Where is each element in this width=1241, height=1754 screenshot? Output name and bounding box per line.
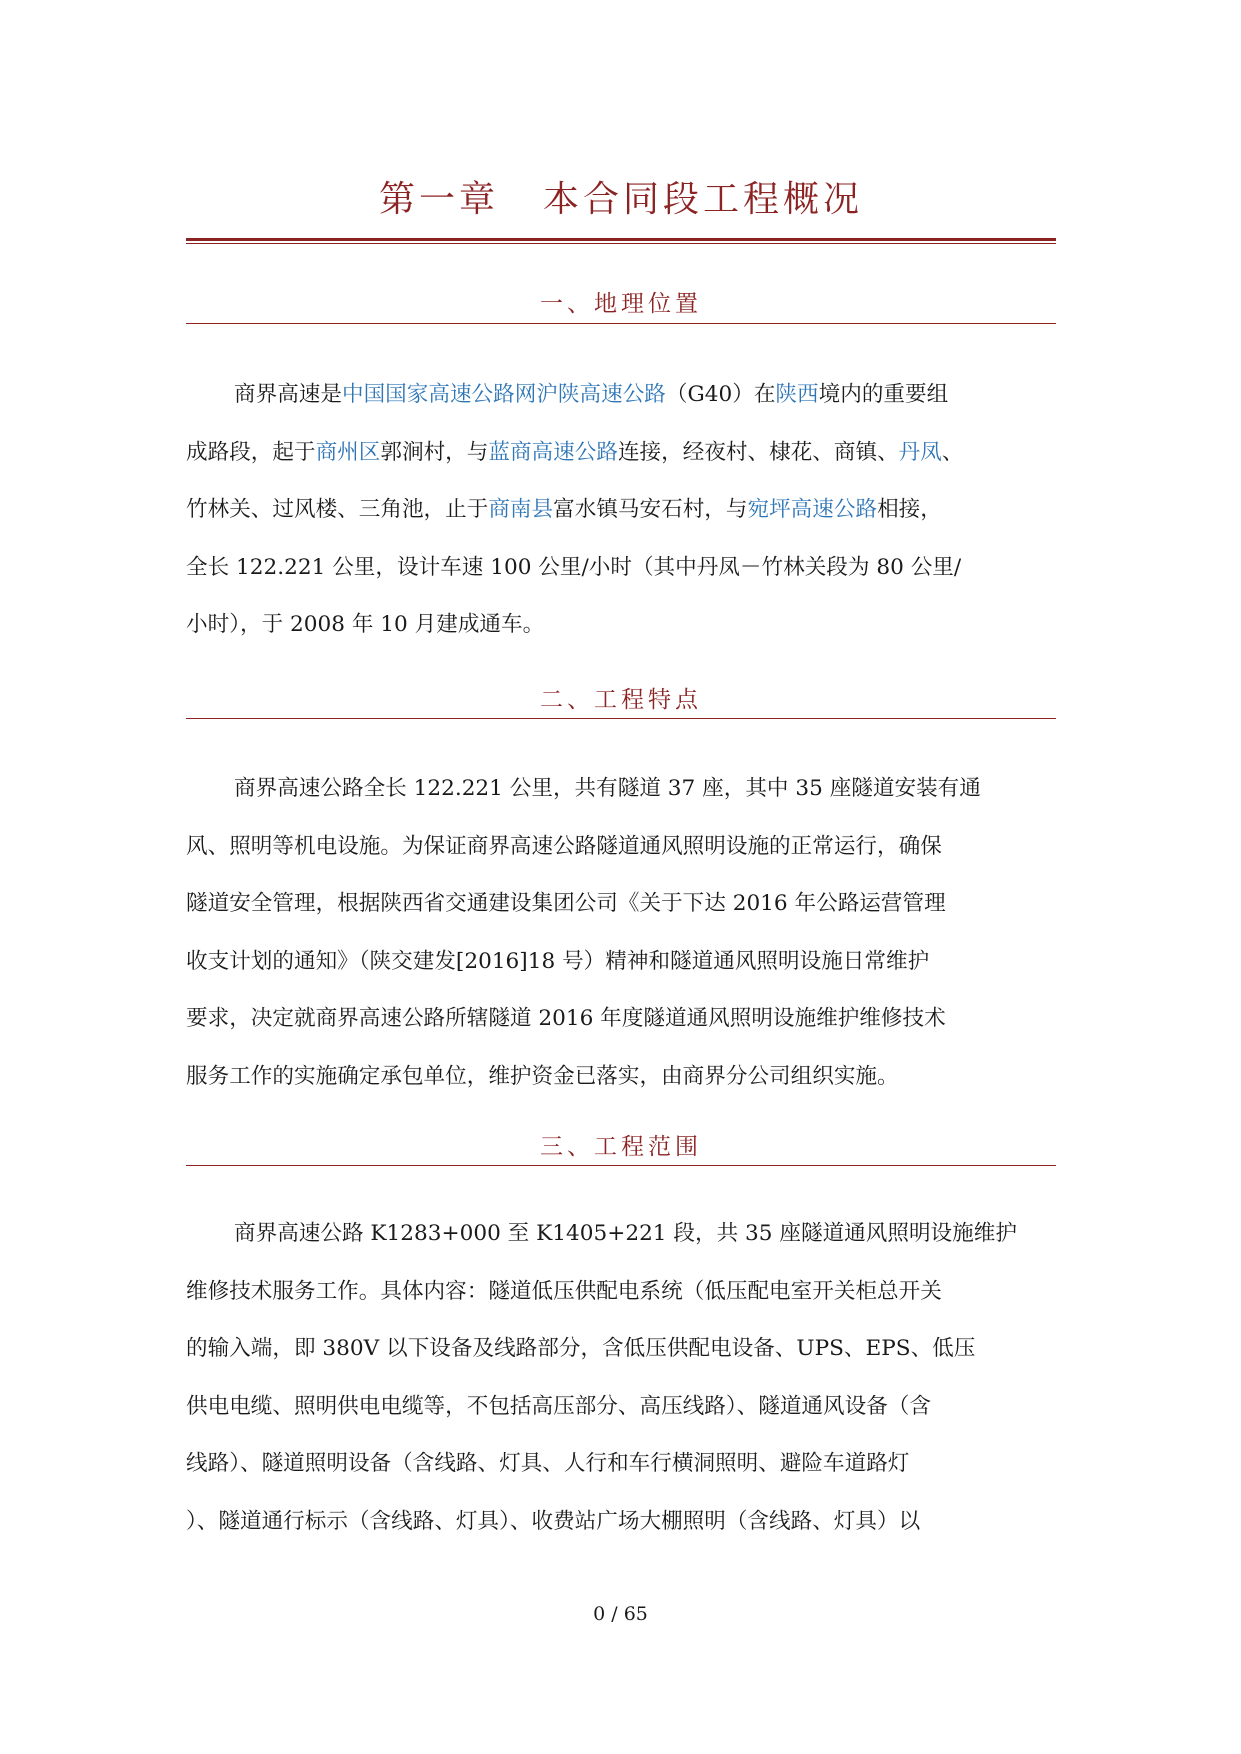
paragraph-features bbox=[186, 760, 1056, 1105]
text-line: 要求，决定就商界高速公路所辖隧道 2016 年度隧道通风照明设施维护维修技术 bbox=[186, 1006, 946, 1031]
text-line: 供电电缆、照明供电电缆等，不包括高压部分、高压线路）、隧道通风设备（含 bbox=[186, 1393, 931, 1419]
paragraph-scope bbox=[186, 1205, 1056, 1550]
link-shangnan[interactable]: 商南县 bbox=[488, 497, 554, 522]
section-rule bbox=[186, 718, 1056, 719]
chapter-name: 本合同段工程概况 bbox=[543, 179, 864, 220]
page-number: 0 / 65 bbox=[593, 1603, 648, 1625]
text-line: 成路段，起于商州区郭涧村，与蓝商高速公路连接，经夜村、棣花、商镇、丹凤、 bbox=[186, 439, 964, 465]
text-line: 服务工作的实施确定承包单位，维护资金已落实，由商界分公司组织实施。 bbox=[186, 1063, 899, 1089]
text-line: 商界高速公路 K1283+000 至 K1405+221 段，共 35 座隧道通风照明设施维护 bbox=[234, 1221, 1017, 1246]
section-heading-features: 二、工程特点 bbox=[540, 687, 702, 713]
link-g40-network[interactable]: 中国国家高速公路网沪陕高速公路 bbox=[341, 382, 666, 407]
link-lanshang-expressway[interactable]: 蓝商高速公路 bbox=[488, 439, 618, 465]
link-wanping-expressway[interactable]: 宛坪高速公路 bbox=[747, 497, 878, 522]
text-line: 收支计划的通知》（陕交建发[2016]18 号）精神和隧道通风照明设施日常维护 bbox=[186, 948, 930, 974]
section-heading-scope: 三、工程范围 bbox=[540, 1134, 702, 1160]
link-shaanxi[interactable]: 陕西 bbox=[775, 382, 819, 407]
text-line: 商界高速公路全长 122.221 公里，共有隧道 37 座，其中 35 座隧道安装有通 bbox=[234, 776, 981, 801]
chapter-rule-thick bbox=[186, 238, 1056, 241]
text-line: 竹林关、过风楼、三角池，止于商南县富水镇马安石村，与宛坪高速公路相接， bbox=[186, 497, 942, 522]
text-line: 小时），于 2008 年 10 月建成通车。 bbox=[186, 612, 545, 637]
text-line: 全长 122.221 公里，设计车速 100 公里/小时（其中丹凤－竹林关段为 80 公里/ bbox=[186, 554, 962, 580]
text-line: 隧道安全管理，根据陕西省交通建设集团公司《关于下达 2016 年公路运营管理 bbox=[186, 891, 946, 916]
section-rule bbox=[186, 1165, 1056, 1166]
paragraph-location bbox=[186, 366, 1056, 654]
text-line: 风、照明等机电设施。为保证商界高速公路隧道通风照明设施的正常运行，确保 bbox=[186, 833, 942, 859]
text-line: 维修技术服务工作。具体内容：隧道低压供配电系统（低压配电室开关柜总开关 bbox=[186, 1278, 942, 1304]
link-danfeng[interactable]: 丹凤 bbox=[898, 439, 942, 465]
section-rule bbox=[186, 323, 1056, 324]
chapter-rule-thin bbox=[186, 243, 1056, 244]
chapter-title bbox=[186, 176, 1056, 224]
link-shangzhou[interactable]: 商州区 bbox=[315, 439, 381, 465]
text-line: ）、隧道通行标示（含线路、灯具）、收费站广场大棚照明（含线路、灯具）以 bbox=[186, 1508, 921, 1534]
text-line: 线路）、隧道照明设备（含线路、灯具、人行和车行横洞照明、避险车道路灯 bbox=[186, 1451, 910, 1476]
text-line: 的输入端，即 380V 以下设备及线路部分，含低压供配电设备、UPS、EPS、低压 bbox=[186, 1336, 976, 1361]
chapter-number: 第一章 bbox=[378, 179, 499, 220]
text-line: 商界高速是中国国家高速公路网沪陕高速公路（G40）在陕西境内的重要组 bbox=[234, 382, 949, 407]
section-heading-location: 一、地理位置 bbox=[540, 291, 702, 317]
